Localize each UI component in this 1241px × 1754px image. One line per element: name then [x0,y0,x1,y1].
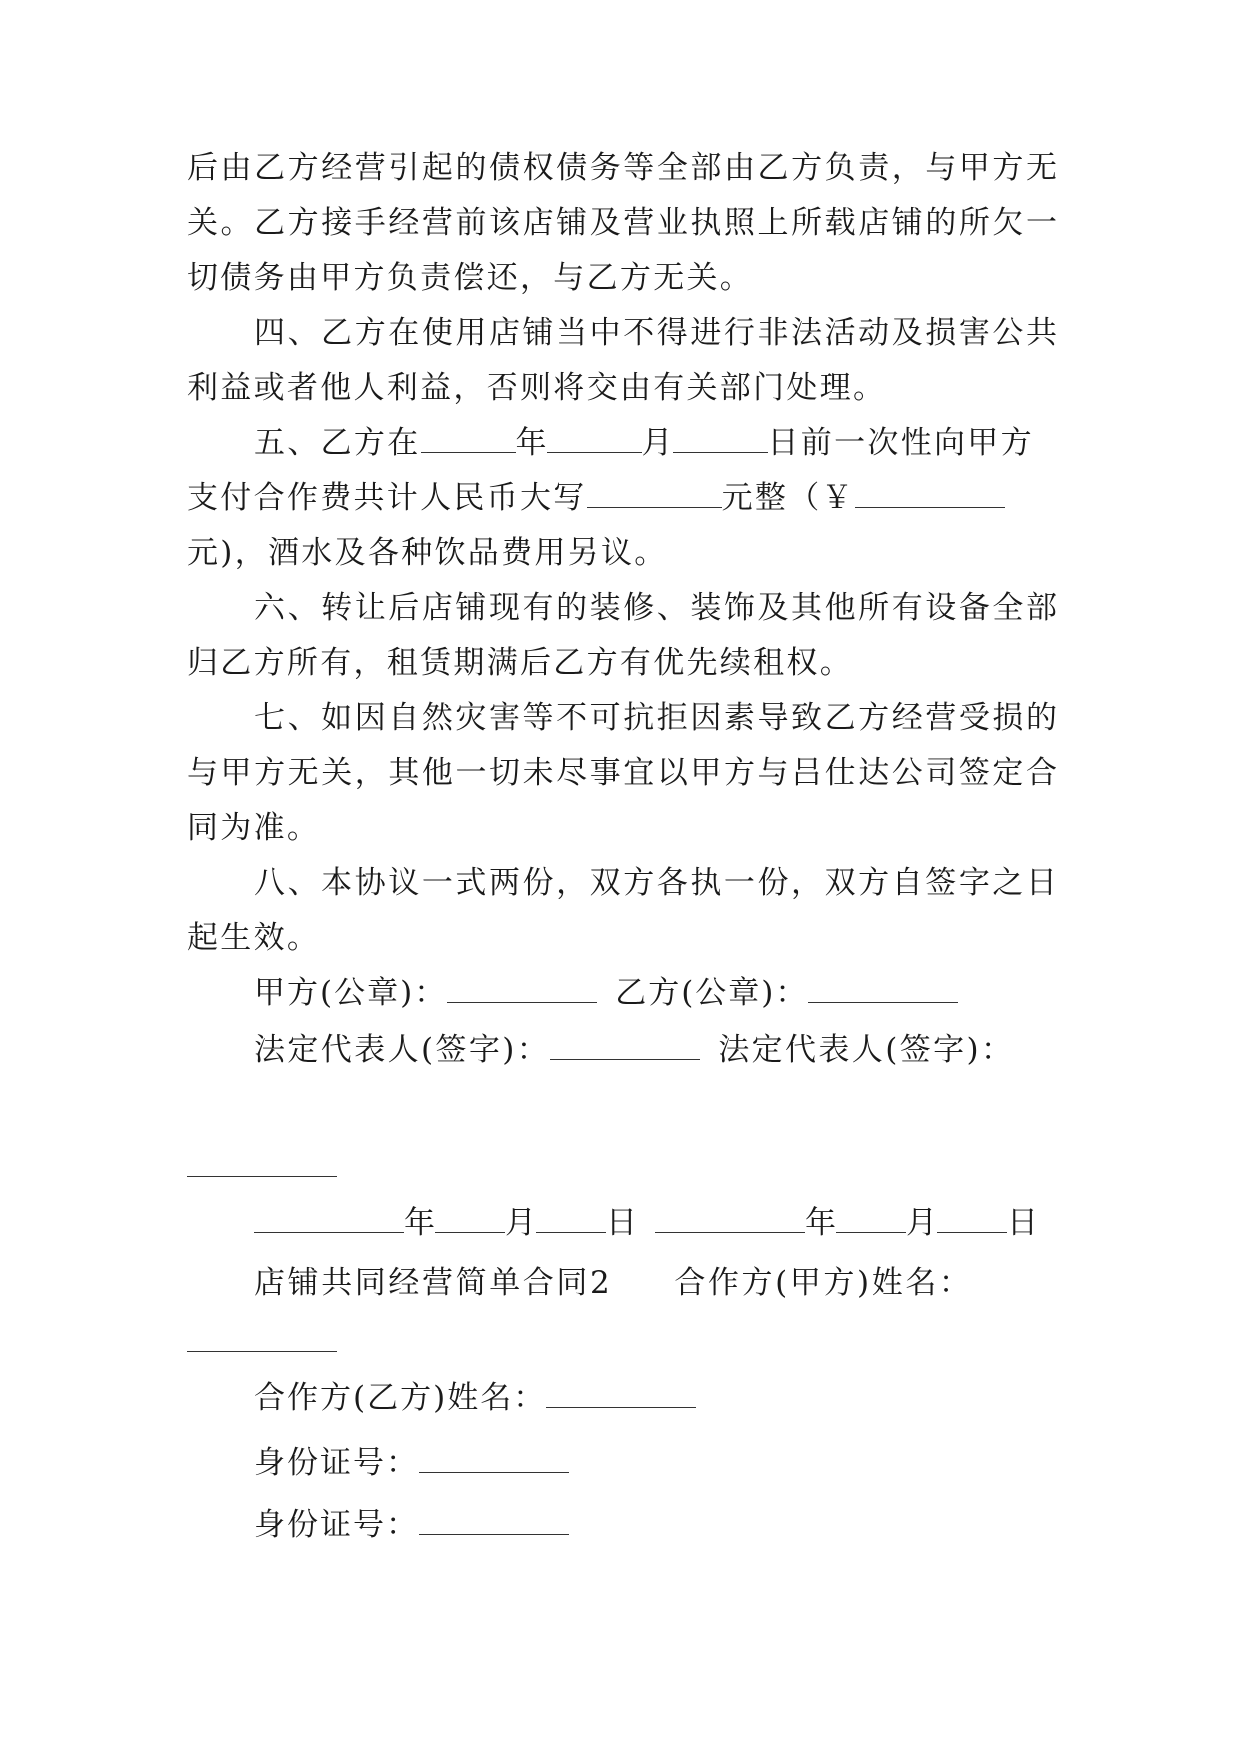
amount-unit: 元整（￥ [721,480,855,516]
legal-rep-a-blank [550,1031,700,1060]
party-a-name-label: 合作方(甲方)姓名： [674,1265,973,1301]
legal-rep-b-label: 法定代表人(签字)： [718,1032,1015,1068]
date-a-year-blank [254,1204,404,1233]
day-blank [673,424,768,453]
contract2-title-row [254,1263,1057,1303]
clause-six-line-1: 六、转让后店铺现有的装修、装饰及其他所有设备全部 [254,590,1057,626]
date-a-day: 日 [606,1205,637,1241]
date-a-year: 年 [404,1205,435,1241]
party-b-seal-label: 乙方(公章)： [615,975,809,1011]
party-b-seal-blank [808,974,958,1003]
date-a-month: 月 [505,1205,536,1241]
party-b-name-label: 合作方(乙方)姓名： [254,1380,547,1416]
paragraph-line: 切债务由甲方负责偿还，与乙方无关。 [187,260,754,296]
month-blank [547,424,642,453]
party-a-name-line [187,1322,337,1362]
date-b-month: 月 [906,1205,937,1241]
clause-seven-line-3: 同为准。 [187,810,321,846]
party-b-name-blank [546,1379,696,1408]
legal-rep-b-blank [187,1148,337,1177]
clause-five-line-1 [254,423,1057,463]
date-b-year: 年 [805,1205,836,1241]
amount-words-blank [587,479,722,508]
clause-five-line-2 [187,478,1057,518]
date-a-month-blank [435,1204,505,1233]
legal-rep-a-label: 法定代表人(签字)： [254,1032,551,1068]
paragraph-line: 后由乙方经营引起的债权债务等全部由乙方负责，与甲方无 [187,150,1057,186]
date-row [254,1203,1057,1243]
month-label: 月 [641,425,673,461]
clause-five-line-3: 元)，酒水及各种饮品费用另议。 [187,535,668,571]
id-number-blank-1 [419,1444,569,1473]
clause-five-prefix: 五、乙方在 [254,425,421,461]
clause-four-line-1: 四、乙方在使用店铺当中不得进行非法活动及损害公共 [254,315,1057,351]
contract2-title: 店铺共同经营简单合同2 [254,1265,613,1301]
paragraph-line: 关。乙方接手经营前该店铺及营业执照上所载店铺的所欠一 [187,205,1057,241]
clause-seven-line-1: 七、如因自然灾害等不可抗拒因素导致乙方经营受损的 [254,700,1057,736]
id-number-row-2 [254,1505,1057,1545]
legal-rep-row [254,1030,1057,1070]
clause-seven-line-2: 与甲方无关，其他一切未尽事宜以甲方与吕仕达公司签定合 [187,755,1057,791]
seal-row [254,973,1057,1013]
clause-six-line-2: 归乙方所有，租赁期满后乙方有优先续租权。 [187,645,853,681]
id-number-label-2: 身份证号： [254,1507,419,1543]
year-label: 年 [515,425,547,461]
party-a-seal-blank [447,974,597,1003]
clause-eight-line-2: 起生效。 [187,920,321,956]
clause-four-line-2: 利益或者他人利益，否则将交由有关部门处理。 [187,370,887,406]
date-b-month-blank [836,1204,906,1233]
id-number-row-1 [254,1443,1057,1483]
date-a-day-blank [536,1204,606,1233]
date-b-year-blank [655,1204,805,1233]
party-a-name-blank [187,1323,337,1352]
id-number-blank-2 [419,1506,569,1535]
party-b-name-row [254,1378,1057,1418]
year-blank [421,424,516,453]
date-b-day-blank [937,1204,1007,1233]
date-b-day: 日 [1007,1205,1038,1241]
amount-figures-blank [855,479,1005,508]
id-number-label-1: 身份证号： [254,1445,419,1481]
party-a-seal-label: 甲方(公章)： [254,975,448,1011]
legal-rep-b-line [187,1147,337,1187]
clause-five-suffix: 日前一次性向甲方 [767,425,1034,461]
amount-label: 支付合作费共计人民币大写 [187,480,587,516]
clause-eight-line-1: 八、本协议一式两份，双方各执一份，双方自签字之日 [254,865,1057,901]
